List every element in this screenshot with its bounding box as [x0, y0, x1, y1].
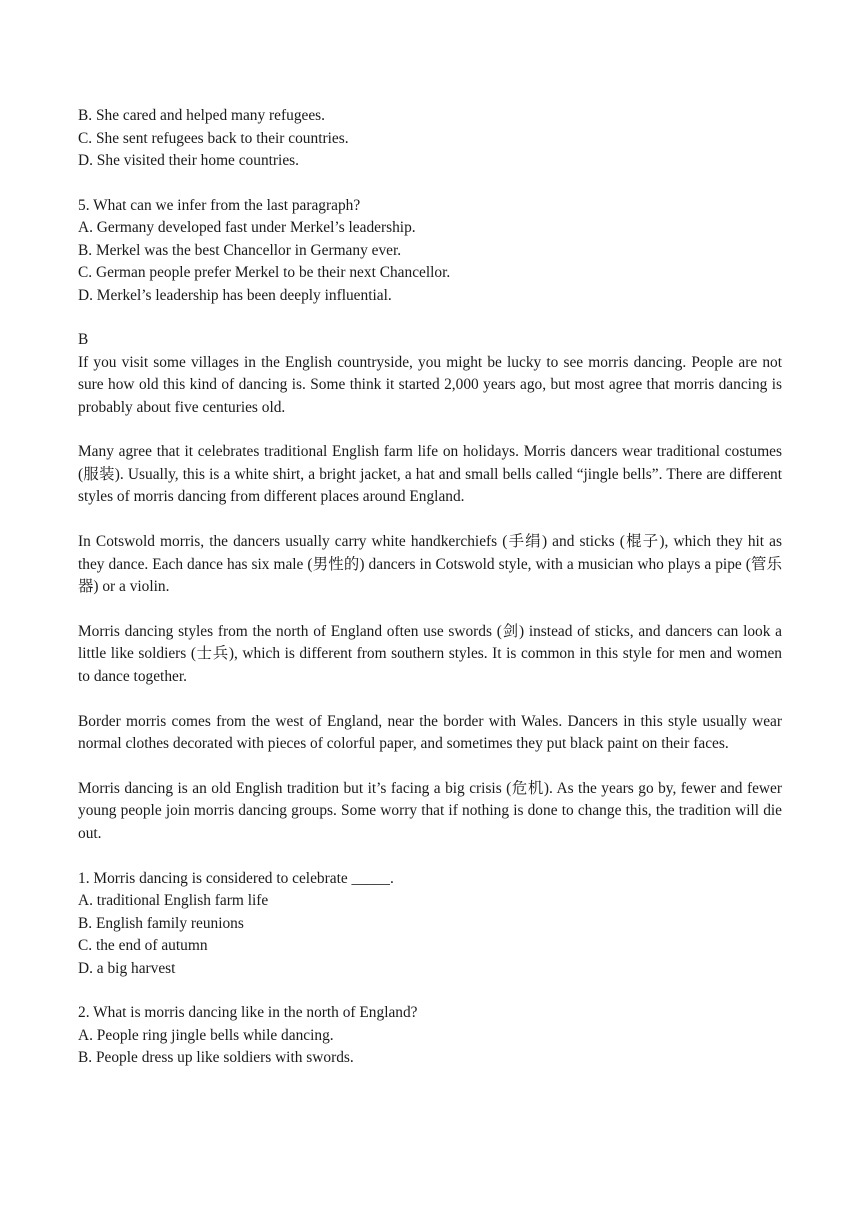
- question-text: 2. What is morris dancing like in the north of England?: [78, 1004, 418, 1022]
- section-b-question-2: [78, 1002, 782, 1070]
- question-text: 5. What can we infer from the last paragraph?: [78, 196, 361, 214]
- option-a: A. People ring jingle bells while dancing.: [78, 1026, 334, 1044]
- passage-paragraph-3: In Cotswold morris, the dancers usually carry white handkerchiefs (手绢) and sticks (棍子), which they hit as they dance. Each dance has six male (男性的) dancers in Cotswold style, with a musician who plays a pipe (管乐器) or a violin.: [78, 533, 782, 596]
- question-4-options: [78, 105, 782, 173]
- passage-paragraph-4: Morris dancing styles from the north of England often use swords (剑) instead of sticks, and dancers can look a little like soldiers (士兵), which is different from southern styles. It is common in this style for men and women to dance together.: [78, 622, 782, 686]
- option-d: D. a big harvest: [78, 959, 176, 977]
- passage-paragraph-1: If you visit some villages in the English countryside, you might be lucky to see morris dancing. People are not sure how old this kind of dancing is. Some think it started 2,000 years ago, but most agree that morris dancing is probably about five centuries old.: [78, 353, 782, 416]
- section-b: [78, 329, 782, 846]
- option-d: D. She visited their home countries.: [78, 152, 299, 169]
- option-a: A. Germany developed fast under Merkel’s leadership.: [78, 219, 416, 236]
- question-text: 1. Morris dancing is considered to celebrate _____.: [78, 869, 394, 887]
- document-page: [78, 105, 782, 1070]
- passage-paragraph-5: Border morris comes from the west of England, near the border with Wales. Dancers in this style usually wear normal clothes decorated with pieces of colorful paper, and sometimes they put black paint on their faces.: [78, 712, 782, 753]
- option-c: C. She sent refugees back to their countries.: [78, 129, 349, 147]
- option-b: B. She cared and helped many refugees.: [78, 107, 326, 124]
- option-c: C. the end of autumn: [78, 937, 208, 955]
- section-b-question-1: [78, 868, 782, 981]
- option-c: C. German people prefer Merkel to be their next Chancellor.: [78, 264, 451, 281]
- option-b: B. People dress up like soldiers with swords.: [78, 1049, 354, 1067]
- option-b: B. Merkel was the best Chancellor in Germany ever.: [78, 241, 402, 259]
- option-a: A. traditional English farm life: [78, 892, 269, 910]
- question-5: [78, 195, 782, 308]
- passage-paragraph-2: Many agree that it celebrates traditional English farm life on holidays. Morris dancers wear traditional costumes (服装). Usually, this is a white shirt, a bright jacket, a hat and small bells called “jingle bells”. There are different styles of morris dancing from different places around England.: [78, 443, 782, 506]
- option-d: D. Merkel’s leadership has been deeply influential.: [78, 286, 392, 304]
- passage-paragraph-6: Morris dancing is an old English tradition but it’s facing a big crisis (危机). As the years go by, fewer and fewer young people join morris dancing groups. Some worry that if nothing is done to change this, the tradition will die out.: [78, 779, 782, 842]
- section-heading: B: [78, 331, 89, 348]
- option-b: B. English family reunions: [78, 914, 244, 932]
